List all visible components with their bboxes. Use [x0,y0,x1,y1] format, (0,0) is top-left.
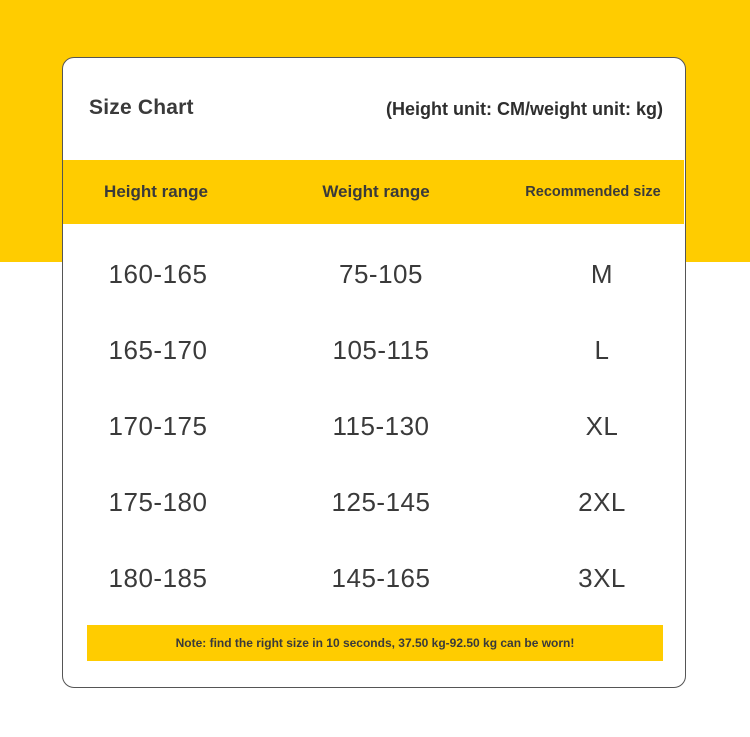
weight-cell: 75-105 [339,258,423,289]
size-cell: 2XL [578,486,626,517]
table-row [63,540,684,616]
size-cell: 3XL [578,562,626,593]
size-cell: M [590,258,614,289]
weight-cell: 125-145 [331,486,431,517]
note-banner: Note: find the right size in 10 seconds, 37.50 kg-92.50 kg can be worn! [87,625,663,661]
table-body [63,236,684,616]
weight-cell: 145-165 [331,562,431,593]
height-cell: 165-170 [108,334,208,365]
table-header [63,160,684,224]
size-cell: XL [585,410,619,441]
weight-cell: 105-115 [332,334,430,365]
header-weight-range: Weight range [322,182,430,201]
height-cell: 160-165 [108,258,208,289]
size-chart-card [62,57,686,688]
height-cell: 170-175 [108,410,208,441]
units-label: (Height unit: CM/weight unit: kg) [386,99,663,119]
page-title: Size Chart [89,96,194,119]
table-row [63,464,684,540]
header-recommended-size: Recommended size [525,183,661,200]
table-row [63,388,684,464]
size-cell: L [594,334,610,365]
weight-cell: 115-130 [332,410,430,441]
table-row [63,236,684,312]
header-height-range: Height range [104,182,208,201]
height-cell: 180-185 [108,562,208,593]
table-row [63,312,684,388]
height-cell: 175-180 [108,486,208,517]
